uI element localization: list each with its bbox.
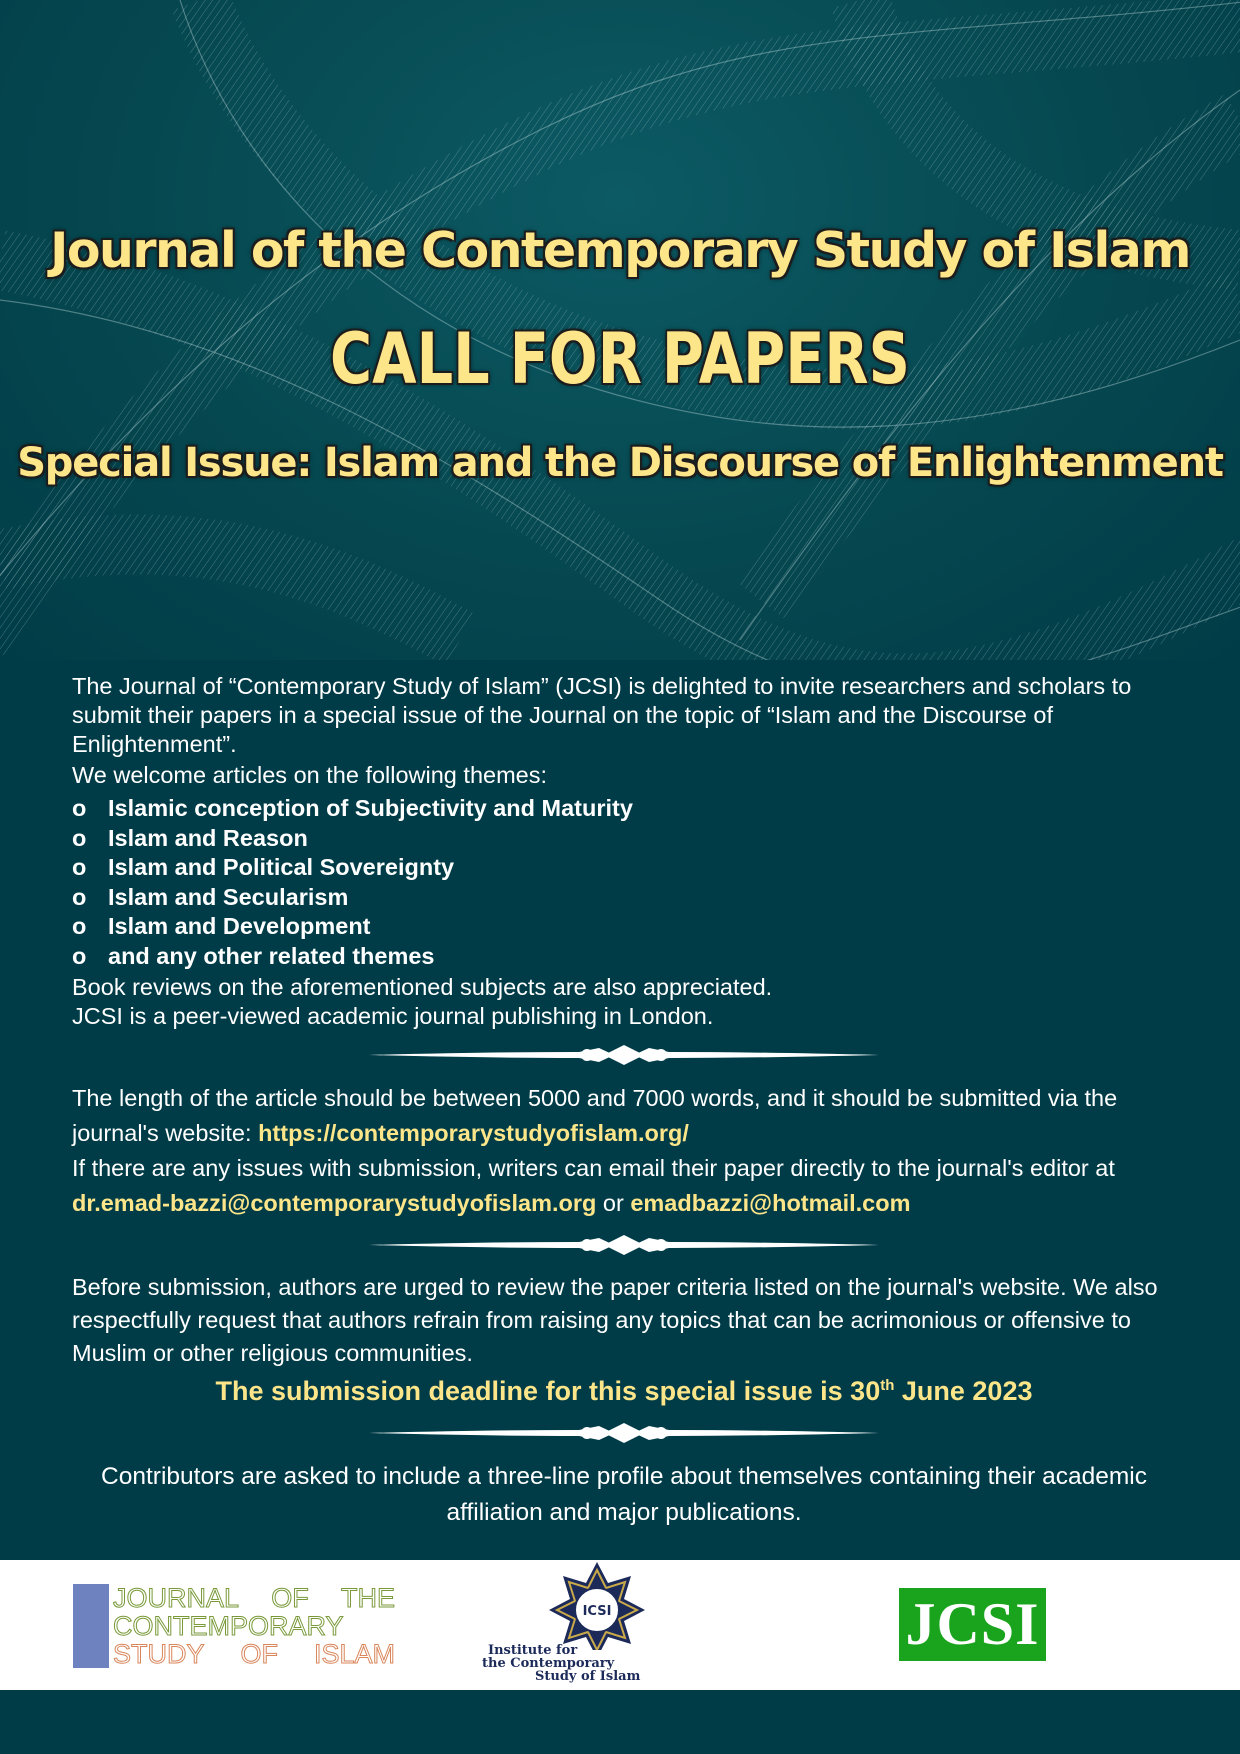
journal-title: Journal of the Contemporary Study of Islam	[50, 222, 1190, 279]
logo-word: JOURNAL	[113, 1583, 240, 1613]
institute-line: Institute for	[488, 1643, 578, 1658]
logo-line	[113, 1640, 395, 1668]
logo-badge-text: ICSI	[582, 1604, 612, 1619]
themes-intro: We welcome articles on the following themes:	[72, 762, 548, 788]
institute-name	[480, 1644, 690, 1683]
or-text: or	[602, 1190, 624, 1216]
ornamental-divider	[369, 1421, 879, 1445]
peer-review-note: JCSI is a peer-viewed academic journal publishing in London.	[72, 1003, 714, 1029]
journal-logo	[73, 1584, 395, 1668]
footer-logos	[0, 1560, 1240, 1690]
theme-label: Islam and Development	[108, 913, 371, 939]
logo-line	[113, 1584, 395, 1612]
list-item	[72, 942, 1176, 972]
logo-color-bar	[73, 1584, 109, 1668]
list-item	[72, 853, 1176, 883]
list-item	[72, 912, 1176, 942]
logo-word: THE	[341, 1583, 395, 1613]
alternate-email-link[interactable]: emadbazzi@hotmail.com	[630, 1190, 911, 1216]
logo-line	[113, 1612, 395, 1640]
bullet-icon: o	[72, 795, 87, 821]
institute-line: Study of Islam	[535, 1669, 641, 1684]
deadline-date: June 2023	[894, 1376, 1033, 1406]
website-link[interactable]: https://contemporarystudyofislam.org/	[258, 1120, 689, 1146]
main-content	[72, 672, 1176, 1531]
special-issue-title: Special Issue: Islam and the Discourse of Enlightenment	[17, 440, 1223, 486]
theme-label: Islam and Political Sovereignty	[108, 854, 455, 880]
deadline-notice	[72, 1376, 1176, 1407]
institute-logo	[480, 1560, 690, 1690]
ornamental-divider	[369, 1233, 879, 1257]
submission-paragraph	[72, 1081, 1176, 1221]
logo-word: OF	[240, 1639, 278, 1669]
bullet-icon: o	[72, 942, 87, 969]
logo-word: OF	[271, 1583, 309, 1613]
length-text: The length of the article should be between 5000 and 7000 words, and it should be submitted via the journal's website:	[72, 1085, 1118, 1146]
institute-line: the Contemporary	[482, 1656, 615, 1671]
list-item	[72, 794, 1176, 824]
book-reviews-note: Book reviews on the aforementioned subjects are also appreciated.	[72, 974, 773, 1000]
logo-word: ISLAM	[313, 1639, 395, 1669]
theme-label: and any other related themes	[108, 942, 435, 969]
jcsi-logo: JCSI	[899, 1588, 1046, 1661]
deadline-text: The submission deadline for this special issue is 30	[215, 1376, 881, 1406]
star-emblem-icon	[480, 1560, 690, 1650]
theme-label: Islamic conception of Subjectivity and Maturity	[108, 795, 633, 821]
themes-list	[72, 794, 1176, 971]
theme-label: Islam and Secularism	[108, 883, 349, 910]
contributors-note: Contributors are asked to include a three-line profile about themselves containing their academic affiliation and major publications.	[101, 1463, 1147, 1526]
bullet-icon: o	[72, 854, 87, 880]
criteria-paragraph: Before submission, authors are urged to review the paper criteria listed on the journal's website. We also respectfully request that authors refrain from raising any topics that can be acrimonious or offensive to Muslim or other religious communities.	[72, 1274, 1158, 1366]
journal-logo-text	[113, 1584, 395, 1668]
bullet-icon: o	[72, 883, 87, 910]
ornamental-divider	[369, 1043, 879, 1067]
list-item	[72, 883, 1176, 913]
intro-paragraph: The Journal of “Contemporary Study of Islam” (JCSI) is delighted to invite researchers and scholars to submit their papers in a special issue of the Journal on the topic of “Islam and the Discourse of Enlightenment”.	[72, 673, 1132, 757]
call-for-papers-title: CALL FOR PAPERS	[330, 318, 910, 400]
header-banner	[0, 0, 1240, 660]
list-item	[72, 824, 1176, 854]
theme-label: Islam and Reason	[108, 824, 308, 851]
editor-email-link[interactable]: dr.emad-bazzi@contemporarystudyofislam.org	[72, 1190, 597, 1216]
logo-word: CONTEMPORARY	[113, 1611, 344, 1641]
bullet-icon: o	[72, 824, 87, 851]
issues-text: If there are any issues with submission, writers can email their paper directly to the journal's editor at	[72, 1155, 1115, 1181]
deadline-ordinal: th	[880, 1377, 895, 1394]
logo-word: STUDY	[113, 1639, 205, 1669]
bullet-icon: o	[72, 913, 87, 939]
